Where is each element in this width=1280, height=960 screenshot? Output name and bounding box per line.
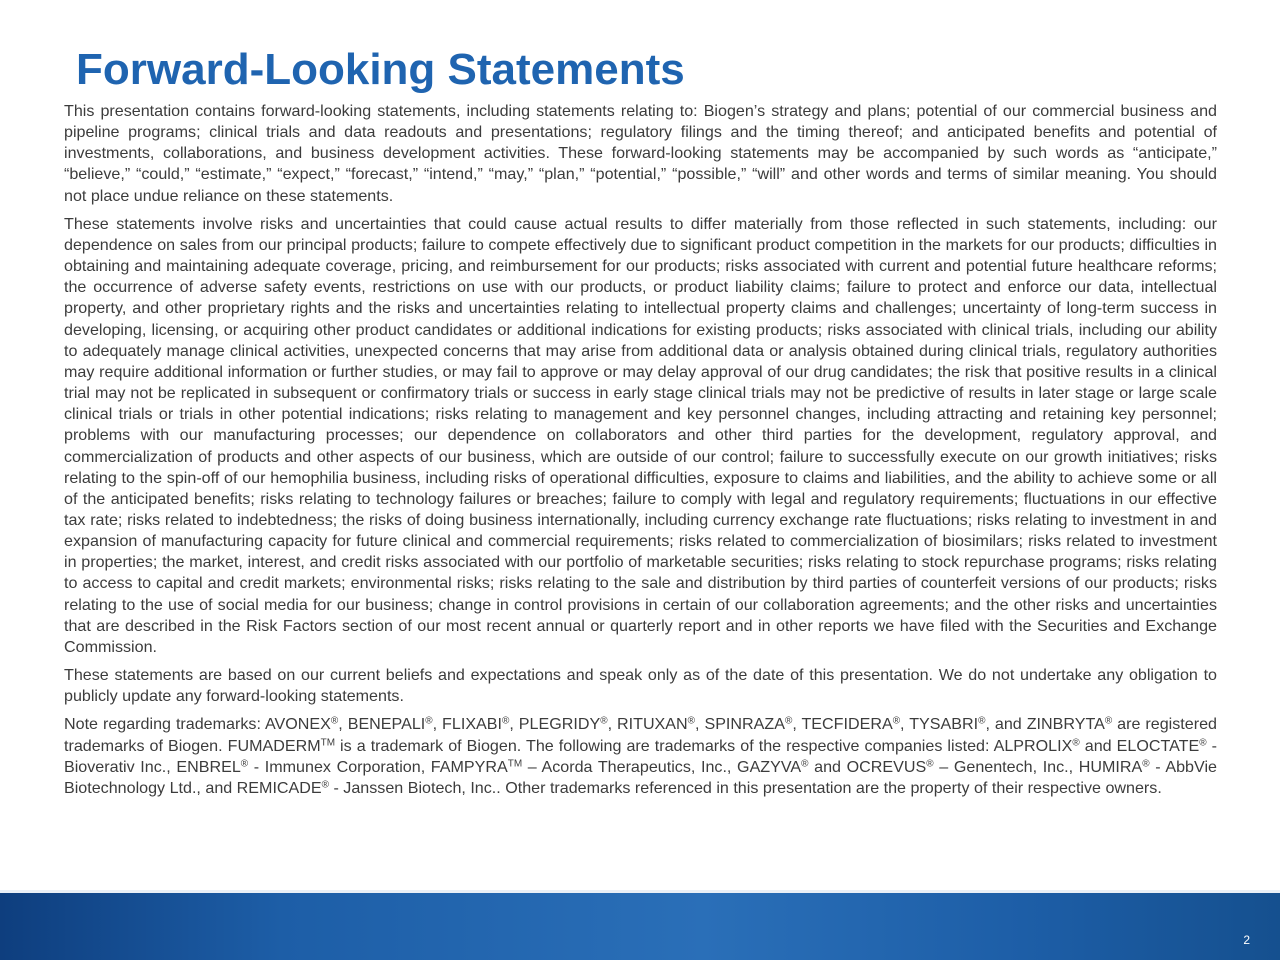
trademark-mark: TM [320,737,336,749]
trademark-text: - AbbVie Biotechnology Ltd., and REMICADE [64,757,1217,797]
trademark-text: , TYSABRI [900,715,979,734]
paragraph-risks: These statements involve risks and uncertainties that could cause actual results to differ materially from those reflected in such statements, including: our dependence on sales from our principal products; failure to compete effectively due to significant product competition in the markets for our products; difficulties in obtaining and maintaining adequate coverage, pricing, and reimbursement for our products; risks associated with current and potential future healthcare reforms; the occurrence of adverse safety events, restrictions on use with our products, or product liability claims; failure to protect and enforce our data, intellectual property, and other proprietary rights and the risks and uncertainties relating to intellectual property claims and challenges; uncertainty of long-term success in developing, licensing, or acquiring other product candidates or additional indications for existing products; risks associated with clinical trials, including our ability to adequately manage clinical activities, unexpected concerns that may arise from additional data or analysis obtained during clinical trials, regulatory authorities may require additional information or further studies, or may fail to approve or may delay approval of our drug candidates; the risk that positive results in a clinical trial may not be replicated in subsequent or confirmatory trials or success in early stage clinical trials may not be predictive of results in later stage or large scale clinical trials or trials in other potential indications; risks relating to management and key personnel changes, including attracting and retaining key personnel; problems with our manufacturing processes; our dependence on collaborators and other third parties for the development, regulatory approval, and commercialization of products and other aspects of our business, which are outside of our control; failure to successfully execute on our growth initiatives; risks relating to the spin-off of our hemophilia business, including risks of operational difficulties, exposure to claims and liabilities, and the ability to achieve some or all of the anticipated benefits; risks relating to technology failures or breaches; failure to comply with legal and regulatory requirements; fluctuations in our effective tax rate; risks related to indebtedness; the risks of doing business internationally, including currency exchange rate fluctuations; risks relating to investment in and expansion of manufacturing capacity for future clinical and commercial requirements; risks related to commercialization of biosimilars; risks related to investment in properties; the market, interest, and credit risks associated with our portfolio of marketable securities; risks relating to stock repurchase programs; risks relating to access to capital and credit markets; environmental risks; risks relating to the sale and distribution by third parties of counterfeit versions of our products; risks relating to the use of social media for our business; change in control provisions in certain of our collaboration agreements; and the other risks and uncertainties that are described in the Risk Factors section of our most recent annual or quarterly report and in other reports we have filed with the Securities and Exchange Commission. [64,214,1217,656]
trademark-text: - Bioverativ Inc., ENBREL [64,736,1217,776]
registered-mark: ® [978,715,986,727]
trademark-text: Note regarding trademarks: AVONEX [64,715,331,734]
registered-mark: ® [801,758,809,770]
registered-mark: ® [240,758,249,770]
trademark-text: , RITUXAN [607,715,688,734]
registered-mark: ® [926,758,934,770]
trademark-text: is a trademark of Biogen. The following are trademarks of the respective companies listed: ALPROLIX [335,736,1073,755]
trademark-text: - Janssen Biotech, Inc.. Other trademarks referenced in this presentation are the property of their respective owners. [329,778,1162,797]
footer-band [0,890,1280,960]
registered-mark: ® [425,715,433,727]
trademark-text: – Acorda Therapeutics, Inc., GAZYVA [522,757,802,776]
trademark-text: are registered trademarks of Biogen. FUMADERM [64,715,1217,755]
registered-mark: ® [892,715,901,727]
registered-mark: ® [687,715,696,727]
registered-mark: ® [784,715,793,727]
slide-title: Forward-Looking Statements [76,45,685,94]
trademark-text: – Genentech, Inc., HUMIRA [933,757,1143,776]
registered-mark: ® [1072,737,1080,749]
page-number: 2 [1243,933,1250,947]
trademark-text: and OCREVUS [808,757,927,776]
trademark-text: - Immunex Corporation, FAMPYRA [248,757,508,776]
trademark-text: and ELOCTATE [1079,736,1200,755]
trademark-mark: TM [507,758,523,770]
registered-mark: ® [321,779,329,791]
paragraph-trademarks [64,714,1217,799]
registered-mark: ® [330,715,339,727]
slide-body [64,101,1217,799]
trademark-text: , SPINRAZA [695,715,785,734]
trademark-text: , PLEGRIDY [509,715,601,734]
trademark-text: , and ZINBRYTA [985,715,1105,734]
paragraph-beliefs: These statements are based on our current beliefs and expectations and speak only as of the date of this presentation. We do not undertake any obligation to publicly update any forward-looking statements. [64,666,1217,706]
registered-mark: ® [1142,758,1150,770]
trademark-text: , FLIXABI [432,715,502,734]
registered-mark: ® [1104,715,1113,727]
paragraph-intro: This presentation contains forward-looking statements, including statements relating to: Biogen’s strategy and plans; potential of our commercial business and pipeline programs; clinical trials and data readouts and presentations; regulatory filings and the timing thereof; and anticipated benefits and potential of investments, collaborations, and business development activities. These forward-looking statements may be accompanied by such words as “anticipate,” “believe,” “could,” “estimate,” “expect,” “forecast,” “intend,” “may,” “plan,” “potential,” “possible,” “will” and other words and terms of similar meaning. You should not place undue reliance on these statements. [64,102,1217,205]
trademark-text: , BENEPALI [338,715,426,734]
registered-mark: ® [1199,737,1207,749]
registered-mark: ® [502,715,510,727]
registered-mark: ® [600,715,608,727]
trademark-text: , TECFIDERA [792,715,893,734]
